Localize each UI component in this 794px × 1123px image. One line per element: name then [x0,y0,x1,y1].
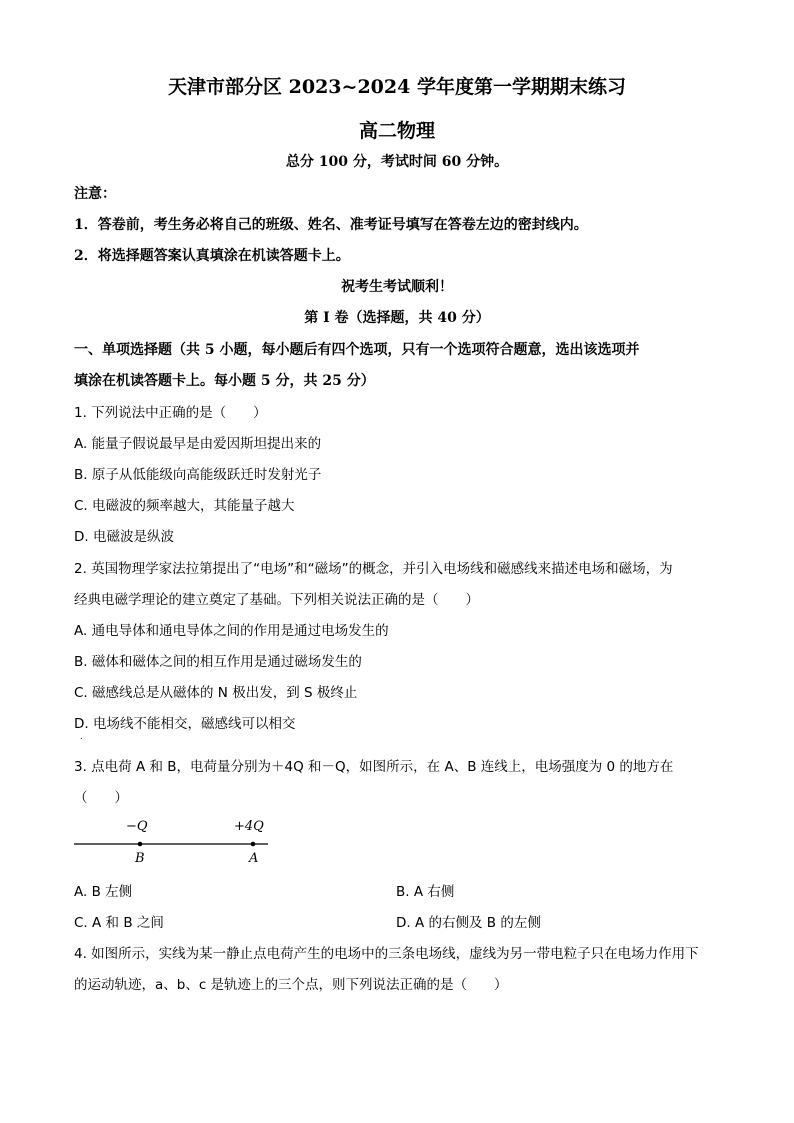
label-pos-charge: +4Q [234,819,264,834]
question-option: A. B 左侧 [74,884,133,900]
question-option: B. 原子从低能级向高能级跃迁时发射光子 [74,467,322,483]
question-option: B. A 右侧 [396,884,455,900]
question-stem: 4. 如图所示，实线为某一静止点电荷产生的电场中的三条电场线，虚线为另一带电粒子只在电场力作用下 [74,946,699,962]
question-stem: 经典电磁学理论的建立奠定了基础。下列相关说法正确的是（ ） [74,592,479,608]
wish-text: 祝考生考试顺利！ [341,279,453,295]
question-option: D. 电场线不能相交，磁感线可以相交 [74,716,296,732]
notice-item: 2．将选择题答案认真填涂在机读答题卡上。 [74,248,350,264]
page-title: 天津市部分区 2023~2024 学年度第一学期期末练习 [168,76,626,98]
label-neg-charge: −Q [126,819,148,834]
score-info: 总分 100 分，考试时间 60 分钟。 [285,154,509,170]
stray-mark: . [80,732,83,741]
question-stem: 3. 点电荷 A 和 B，电荷量分别为＋4Q 和－Q，如图所示，在 A、B 连线上，电场强度为 0 的地方在 [74,759,674,775]
section-heading: 填涂在机读答题卡上。每小题 5 分，共 25 分） [74,373,375,389]
label-point-a: A [249,851,259,866]
question-stem: 1. 下列说法中正确的是（ ） [74,405,267,421]
question-stem: 2. 英国物理学家法拉第提出了“电场”和“磁场”的概念，并引入电场线和磁感线来描述电场和磁场，为 [74,561,673,577]
question-option: D. 电磁波是纵波 [74,529,174,545]
notice-label: 注意： [74,186,116,202]
question-option: A. 能量子假说最早是由爱因斯坦提出来的 [74,436,322,452]
charge-figure [70,812,280,870]
question-option: A. 通电导体和通电导体之间的作用是通过电场发生的 [74,623,389,639]
question-stem: （ ） [74,790,128,806]
subject-title: 高二物理 [358,120,435,142]
section-heading: 一、单项选择题（共 5 小题，每小题后有四个选项，只有一个选项符合题意，选出该选项并 [74,342,640,358]
question-option: C. 磁感线总是从磁体的 N 极出发，到 S 极终止 [74,685,358,701]
question-stem: 的运动轨迹，a、b、c 是轨迹上的三个点，则下列说法正确的是（ ） [74,977,508,993]
notice-item: 1．答卷前，考生务必将自己的班级、姓名、准考证号填写在答卷左边的密封线内。 [74,217,588,233]
volume-title: 第 I 卷（选择题，共 40 分） [304,310,490,326]
question-option: B. 磁体和磁体之间的相互作用是通过磁场发生的 [74,654,362,670]
label-point-b: B [135,851,145,866]
question-option: D. A 的右侧及 B 的左侧 [396,915,541,931]
point-a-dot [251,842,256,847]
point-b-dot [138,842,143,847]
question-option: C. 电磁波的频率越大，其能量子越大 [74,498,295,514]
question-option: C. A 和 B 之间 [74,915,164,931]
